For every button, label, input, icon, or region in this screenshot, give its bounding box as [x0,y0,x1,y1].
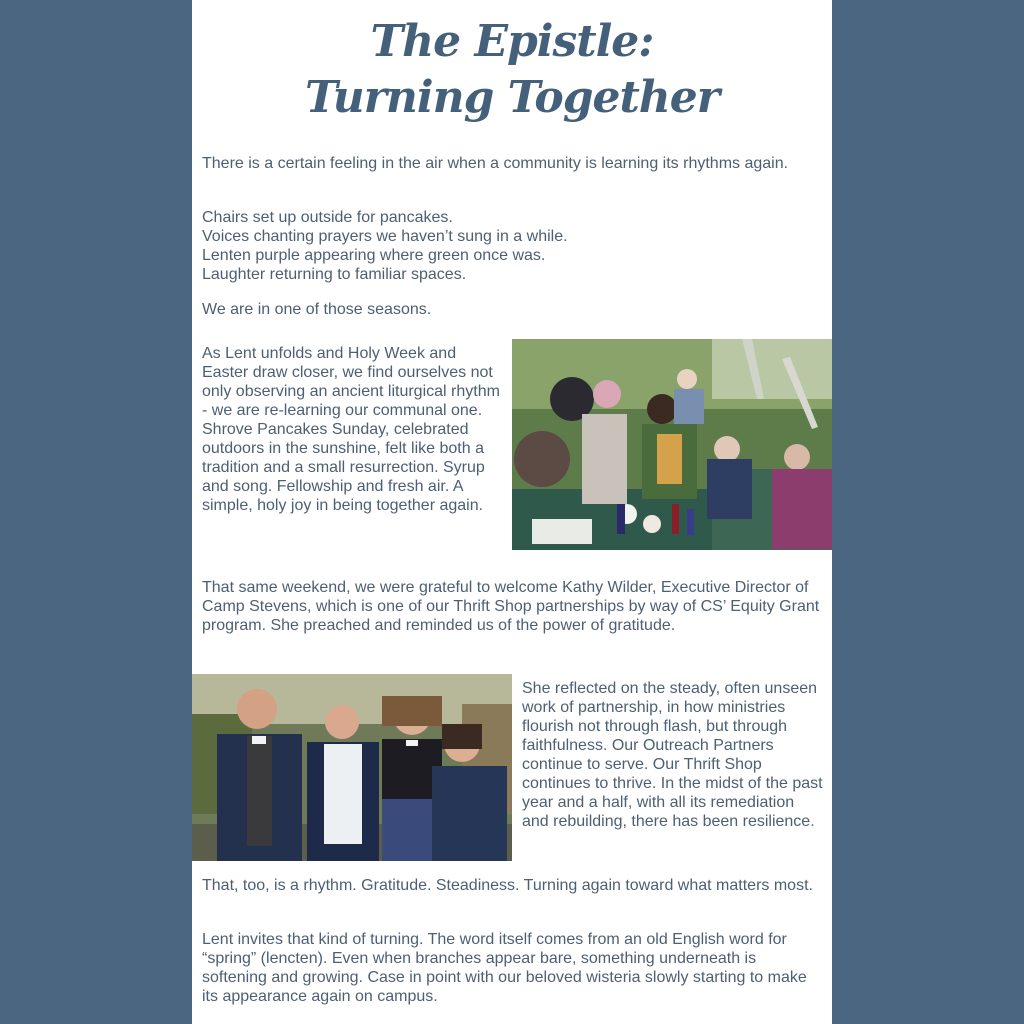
season-paragraph: We are in one of those seasons. [202,301,432,318]
poem-line: Chairs set up outside for pancakes. [202,209,453,226]
poem-line: Laughter returning to familiar spaces. [202,266,467,283]
poem-line: Lenten purple appearing where green once was. [202,247,546,264]
page-title [192,0,832,126]
rhythm-paragraph: That, too, is a rhythm. Gratitude. Steadiness. Turning again toward what matters most. [202,877,813,894]
title-line-1: The Epistle: [370,16,654,67]
weekend-paragraph: That same weekend, we were grateful to welcome Kathy Wilder, Executive Director of Camp Stevens, which is one of our Thrift Shop partnerships by way of CS’ Equity Grant program. She preached and reminded us of the power of gratitude. [202,579,820,634]
reflected-paragraph: She reflected on the steady, often unseen work of partnership, in how ministries flourish not through flash, but through faithfulness. Our Outreach Partners continue to serve. Our Thrift Shop continues to thrive. In the midst of the past year and a half, with all its remediation and rebuilding, there has been resilience. [522,680,823,830]
title-line-2: Turning Together [305,72,719,123]
turning-paragraph: Lent invites that kind of turning. The word itself comes from an old English word for “spring” (lencten). Even when branches appear bare, something underneath is softening and growing. Case in point with our beloved wisteria slowly starting to make its appearance again on campus. [202,931,807,1005]
poem-line: Voices chanting prayers we haven’t sung in a while. [202,228,568,245]
clergy-group-photo [192,674,512,861]
lent-paragraph: As Lent unfolds and Holy Week and Easter draw closer, we find ourselves not only observing an ancient liturgical rhythm - we are re-learning our communal one. Shrove Pancakes Sunday, celebrated outdoors in the sunshine, felt like both a tradition and a small resurrection. Syrup and song. Fellowship and fresh air. A simple, holy joy in being together again. [202,345,500,514]
poem-lines [202,208,824,284]
pancake-sunday-photo [512,339,832,550]
intro-paragraph: There is a certain feeling in the air when a community is learning its rhythms again. [202,155,789,172]
newsletter-page [192,0,832,1024]
